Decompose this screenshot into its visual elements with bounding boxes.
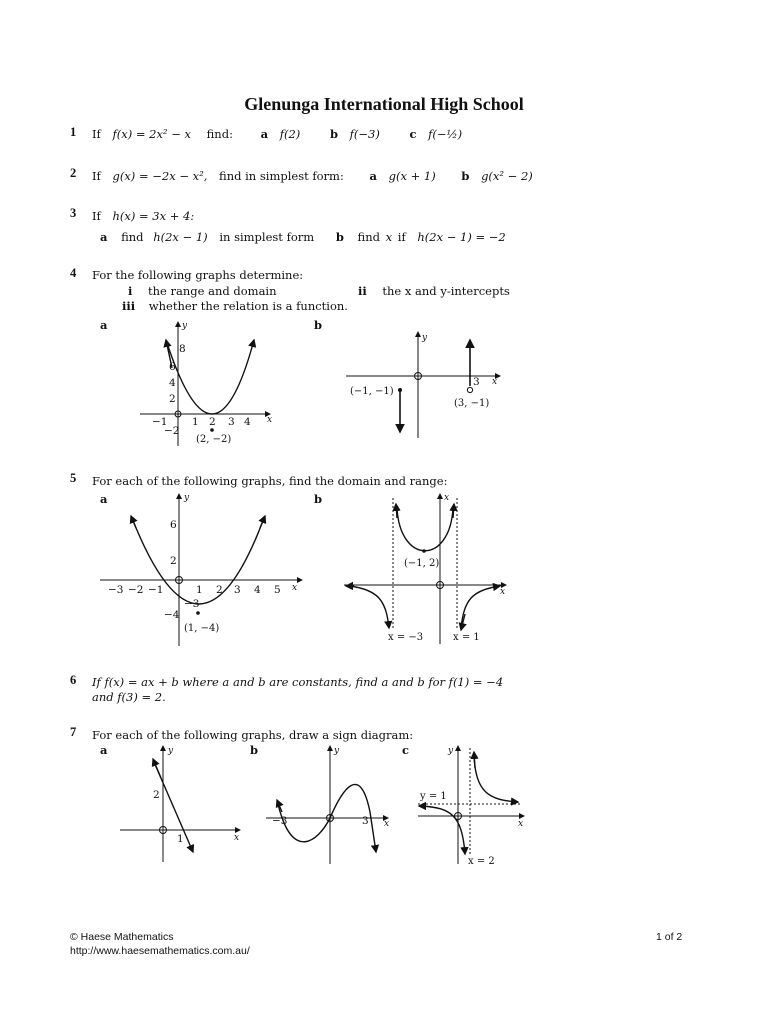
- middle-branch-arrow-left: [396, 504, 397, 518]
- q3-a-expr: h(2x − 1): [153, 230, 208, 244]
- q4-iii: [122, 299, 348, 313]
- x-axis-label: x: [234, 833, 240, 843]
- q2-a-label: a: [369, 169, 377, 183]
- page-title: Glenunga International High School: [244, 94, 524, 114]
- footer-copyright: © Haese Mathematics: [70, 931, 174, 943]
- q2-a-text: g(x + 1): [388, 169, 436, 183]
- q3-if: If: [92, 209, 101, 223]
- point-label: (3, −1): [454, 398, 490, 409]
- x-axis-label: x: [384, 819, 390, 829]
- asymptote-label-left: x = −3: [388, 632, 424, 643]
- tick-label: −1: [152, 416, 168, 428]
- open-point: [467, 387, 472, 392]
- q4-iii-text: whether the relation is a function.: [148, 299, 348, 313]
- tick-label: −3: [108, 584, 124, 596]
- tick-label: −1: [148, 584, 164, 596]
- q1-b-label: b: [329, 127, 338, 141]
- q6-line-2: and f(3) = 2.: [92, 690, 166, 704]
- tick-label: 5: [274, 584, 281, 596]
- question-number: 6: [70, 673, 77, 687]
- tick-label: 6: [169, 361, 176, 373]
- tick-label: 2: [170, 555, 177, 567]
- q1-b-text: f(−3): [349, 127, 380, 141]
- q7-text: For each of the following graphs, draw a sign diagram:: [92, 728, 414, 742]
- q2-line: [92, 169, 533, 183]
- q7-c-label: c: [402, 743, 410, 757]
- q1-if: If: [92, 127, 101, 141]
- tick-label: 1: [192, 416, 199, 428]
- q7-a-label: a: [100, 743, 108, 757]
- line-graph-start: [153, 759, 161, 778]
- q3-function: h(x) = 3x + 4:: [112, 209, 195, 223]
- asymptote-label-right: x = 1: [453, 632, 480, 643]
- question-number: 2: [70, 166, 77, 180]
- middle-branch-arrow-right: [453, 504, 454, 518]
- tick-label: 8: [179, 343, 186, 355]
- q4-ii-label: ii: [358, 284, 367, 298]
- vertex-label: (1, −4): [184, 623, 220, 634]
- tick-label: 4: [244, 416, 251, 428]
- q4-b-label: b: [314, 318, 323, 332]
- page-number: 1 of 2: [656, 931, 683, 943]
- graph-4a: [130, 318, 280, 450]
- minimum-point: [422, 549, 426, 553]
- vertex-point: [196, 611, 200, 615]
- q3-b-x: x: [385, 230, 393, 244]
- q6-line-1: If f(x) = ax + b where a and b are constants, find a and b for f(1) = −4: [92, 675, 504, 689]
- left-branch-curve: [350, 586, 389, 628]
- x-axis-label: x: [518, 819, 524, 829]
- closed-point: [398, 388, 402, 392]
- parabola-arrow-right: [260, 516, 265, 528]
- graph-4b: [340, 328, 510, 444]
- x-axis-label: x: [500, 587, 506, 597]
- q1-a-text: f(2): [279, 127, 301, 141]
- tick-label: 3: [234, 584, 241, 596]
- vertex-point: [210, 428, 214, 432]
- tick-label: 2: [169, 393, 176, 405]
- footer-url[interactable]: http://www.haesemathematics.com.au/: [70, 945, 250, 957]
- point-label: (−1, −1): [350, 386, 394, 397]
- q7-b-label: b: [250, 743, 259, 757]
- q2-if: If: [92, 169, 101, 183]
- x-axis-label: x: [292, 583, 298, 593]
- upper-branch-arrow: [474, 752, 475, 768]
- tick-label: 3: [362, 815, 369, 827]
- y-axis-label: y: [184, 493, 190, 503]
- minimum-label: (−1, 2): [404, 558, 440, 569]
- q2-b-text: g(x² − 2): [481, 169, 533, 183]
- question-number: 7: [70, 725, 77, 739]
- q1-function: f(x) = 2x² − x: [112, 127, 191, 141]
- q3-a-tail: in simplest form: [219, 230, 315, 244]
- q1-a-label: a: [260, 127, 269, 141]
- tick-label: 4: [169, 377, 176, 389]
- graph-7a: [116, 742, 246, 866]
- q4-a-label: a: [100, 318, 108, 332]
- x-axis-label: x: [267, 415, 273, 425]
- y-axis-label: y: [422, 333, 428, 343]
- q2-find: find in simplest form:: [219, 169, 344, 183]
- tick-label: 1: [177, 833, 184, 845]
- asymptote-label-horizontal: y = 1: [420, 791, 447, 802]
- lower-branch-curve: [422, 806, 465, 854]
- question-number: 5: [70, 471, 77, 485]
- graph-5b: [340, 490, 512, 648]
- q1-line: [92, 127, 462, 141]
- graph-7c: [414, 742, 530, 868]
- q2-function: g(x) = −2x − x²,: [112, 169, 208, 183]
- tick-label: 1: [196, 584, 203, 596]
- tick-label: −4: [164, 609, 180, 621]
- tick-label: −3: [272, 815, 288, 827]
- tick-label: 2: [216, 584, 223, 596]
- tick-label: −2: [164, 425, 180, 437]
- tick-label: 4: [254, 584, 261, 596]
- upper-branch-curve: [474, 756, 518, 802]
- q3-parts: [100, 230, 506, 244]
- q4-i: [128, 284, 277, 298]
- q4-i-text: the range and domain: [148, 284, 277, 298]
- q3-a-find: find: [121, 230, 144, 244]
- vertex-label: (2, −2): [196, 434, 232, 445]
- q5-b-label: b: [314, 492, 323, 506]
- tick-label: 2: [153, 789, 160, 801]
- graph-7b: [262, 742, 394, 866]
- q4-ii: [358, 284, 510, 298]
- q5-a-label: a: [100, 492, 108, 506]
- y-axis-label: y: [182, 321, 188, 331]
- tick-label: 3: [473, 376, 480, 388]
- q1-c-text: f(−½): [428, 127, 463, 141]
- right-branch-curve: [461, 586, 500, 628]
- q5-text: For each of the following graphs, find the domain and range:: [92, 474, 448, 488]
- q4-i-label: i: [128, 284, 133, 298]
- q3-b-expr: h(2x − 1) = −2: [417, 230, 506, 244]
- y-axis-label: y: [334, 746, 340, 756]
- q3-a-label: a: [100, 230, 108, 244]
- q4-iii-label: iii: [122, 299, 136, 313]
- parabola-arrow-left: [131, 516, 136, 528]
- q3-b-if: if: [397, 230, 406, 244]
- graph-5a: [96, 490, 310, 650]
- question-number: 1: [70, 125, 77, 139]
- y-axis-label: y: [448, 746, 454, 756]
- q4-ii-text: the x and y-intercepts: [382, 284, 510, 298]
- tick-label: 6: [170, 519, 177, 531]
- tick-label: 2: [209, 416, 216, 428]
- q3-line: [92, 209, 194, 223]
- y-axis-label: y: [168, 746, 174, 756]
- q3-b-find: find: [357, 230, 380, 244]
- x-axis-label-top: x: [444, 493, 450, 503]
- middle-branch-curve: [397, 508, 453, 551]
- tick-label: 3: [228, 416, 235, 428]
- x-axis-label: x: [492, 377, 498, 387]
- asymptote-label-vertical: x = 2: [468, 856, 495, 867]
- q2-b-label: b: [461, 169, 470, 183]
- tick-label: −2: [128, 584, 144, 596]
- q3-b-label: b: [335, 230, 344, 244]
- question-number: 4: [70, 266, 77, 280]
- q1-find: find:: [206, 127, 233, 141]
- tick-label: −3: [184, 598, 200, 610]
- q4-text: For the following graphs determine:: [92, 268, 304, 282]
- question-number: 3: [70, 206, 77, 220]
- q1-c-label: c: [409, 127, 417, 141]
